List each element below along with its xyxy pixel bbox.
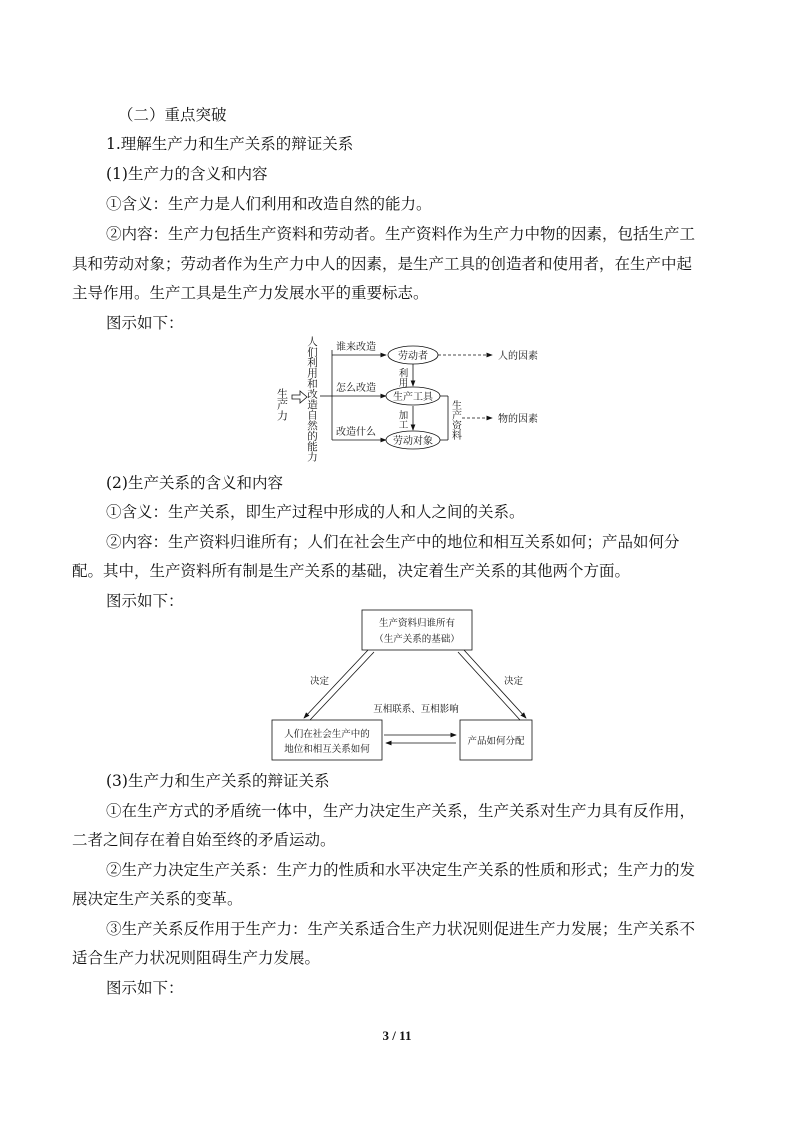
right-box: 产品如何分配: [467, 736, 525, 747]
decide-right-label: 决定: [504, 676, 524, 687]
top-box-line1: 生产资料归谁所有: [378, 618, 456, 629]
sub3-p2-line2: 展决定生产关系的变革。: [72, 890, 243, 908]
means-of-production-label: 生产资料: [449, 400, 461, 440]
node-tools: 生产工具: [393, 392, 433, 403]
item1-title: 1.理解生产力和生产关系的辩证关系: [106, 135, 354, 153]
decide-left-label: 决定: [310, 676, 330, 687]
productive-forces-diagram: [270, 330, 560, 465]
sub1-meaning: ①含义：生产力是人们利用和改造自然的能力。: [106, 195, 432, 213]
sub2-content-line1: ②内容：生产资料归谁所有；人们在社会生产中的地位和相互关系如何；产品如何分: [106, 533, 680, 551]
sub3-p1-line1: ①在生产方式的矛盾统一体中，生产力决定生产关系，生产关系对生产力具有反作用，: [106, 802, 696, 820]
human-factor: 人的因素: [498, 351, 538, 362]
material-factor: 物的因素: [498, 414, 538, 425]
sub2-meaning: ①含义：生产关系，即生产过程中形成的人和人之间的关系。: [106, 503, 525, 521]
sub2-content-line2: 配。其中，生产资料所有制是生产关系的基础，决定着生产关系的其他两个方面。: [72, 562, 631, 580]
sub1-content-line3: 主导作用。生产工具是生产力发展水平的重要标志。: [72, 284, 429, 302]
node-laborer: 劳动者: [398, 351, 428, 362]
sub2-title: (2)生产关系的含义和内容: [106, 474, 283, 492]
sub1-content-line2: 具和劳动对象；劳动者作为生产力中人的因素，是生产工具的创造者和使用者，在生产中起: [72, 255, 693, 273]
top-box-line2: （生产关系的基础）: [374, 634, 460, 645]
diagram-intro-2: 图示如下：: [106, 592, 184, 610]
sub1-content-line1: ②内容：生产力包括生产资料和劳动者。生产资料作为生产力中物的因素，包括生产工: [106, 225, 696, 243]
section-heading: （二）重点突破: [118, 106, 227, 124]
sub3-p2-line1: ②生产力决定生产关系：生产力的性质和水平决定生产关系的性质和形式；生产力的发: [106, 861, 696, 879]
relations-of-production-diagram: [268, 606, 538, 766]
left-box-line1: 人们在社会生产中的: [284, 729, 370, 740]
question-who: 谁来改造: [336, 342, 376, 353]
page-number: 3 / 11: [382, 1028, 412, 1043]
diagram-intro-3: 图示如下：: [106, 979, 184, 997]
sub3-p3-line1: ③生产关系反作用于生产力：生产关系适合生产力状况则促进生产力发展；生产关系不: [106, 920, 696, 938]
link-use: 利用: [396, 368, 408, 387]
link-process: 加工: [396, 410, 408, 429]
definition-vertical-text: 人们利用和改造自然的能力: [306, 336, 318, 462]
sub3-title: (3)生产力和生产关系的辩证关系: [106, 772, 330, 790]
diagram-intro-1: 图示如下：: [106, 314, 184, 332]
question-how: 怎么改造: [336, 383, 376, 394]
sub3-p1-line2: 二者之间存在着自始至终的矛盾运动。: [72, 831, 336, 849]
sub1-title: (1)生产力的含义和内容: [106, 165, 268, 183]
sub3-p3-line2: 适合生产力状况则阻碍生产力发展。: [72, 949, 321, 967]
left-box-line2: 地位和相互关系如何: [284, 744, 370, 755]
question-what: 改造什么: [336, 427, 376, 438]
mutual-influence-label: 互相联系、互相影响: [373, 704, 459, 715]
node-objects: 劳动对象: [393, 436, 433, 447]
productive-forces-label: 生产力: [275, 388, 289, 421]
